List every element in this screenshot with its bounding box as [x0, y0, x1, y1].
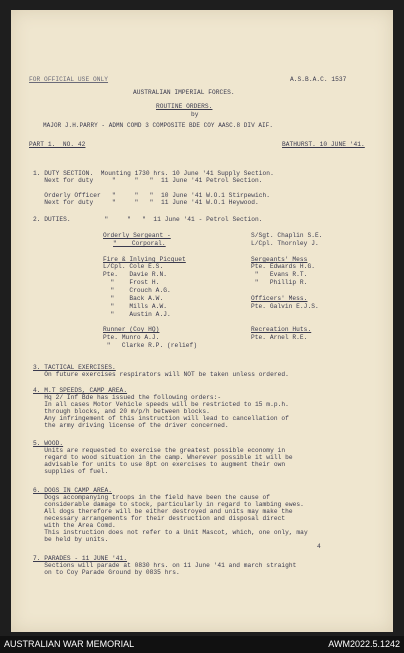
- orderly-next-line: Next for duty " " " 11 June '41 W.O.1 Heywood.: [33, 199, 259, 206]
- picquet-member: " Austin A.J.: [103, 311, 171, 318]
- wood-text: Units are requested to exercise the greatest possible economy in: [33, 447, 286, 454]
- picquet-member: " Back A.W.: [103, 295, 164, 302]
- wood-heading: 5. WOOD.: [33, 440, 64, 447]
- document-page: [11, 10, 393, 632]
- dogs-text: considerable damage to stock, particularly in regard to lambing ewes.: [33, 501, 304, 508]
- picquet-member: " Crouch A.G.: [103, 287, 171, 294]
- archive-footer: [0, 636, 404, 653]
- mt-speeds-heading: 4. M.T SPEEDS, CAMP AREA.: [33, 387, 128, 394]
- dogs-text: Dogs accompanying troops in the field have been the cause of: [33, 494, 271, 501]
- duties-line: 2. DUTIES. " " " 11 June '41 - Petrol Section.: [33, 216, 263, 223]
- dogs-text: with the Area Comd.: [33, 522, 116, 529]
- sergeants-mess-member: " Phillip R.: [251, 279, 308, 286]
- archive-name: AUSTRALIAN WAR MEMORIAL: [4, 639, 135, 649]
- dogs-text: necessary arrangements for their destruction and disposal direct: [33, 515, 286, 522]
- parades-heading: 7. PARADES - 11 JUNE '41.: [33, 555, 128, 562]
- orderly-sergeant-name: S/Sgt. Chaplin S.E.: [251, 232, 323, 239]
- part-number: PART 1. NO. 42: [29, 141, 86, 148]
- dogs-heading: 6. DOGS IN CAMP AREA.: [33, 487, 113, 494]
- picquet-member: " Frost H.: [103, 279, 160, 286]
- dogs-text: This instruction does not refer to a Unit Mascot, which, one only, may: [33, 529, 308, 536]
- mt-speeds-text: the army driving license of the driver concerned.: [33, 422, 229, 429]
- issuing-officer: MAJOR J.H.PARRY - ADMN COMD 3 COMPOSITE BDE COY AASC.8 DIV AIF.: [43, 122, 273, 129]
- sergeants-mess-member: Pte. Edwards H.G.: [251, 263, 315, 270]
- mt-speeds-text: Any infringement of this instruction will lead to cancellation of: [33, 415, 289, 422]
- runner-member: " Clarke R.P. (relief): [103, 342, 198, 349]
- margin-mark: 4: [317, 543, 321, 550]
- duty-section-line: 1. DUTY SECTION. Mounting 1730 hrs. 10 June '41 Supply Section.: [33, 170, 274, 177]
- orderly-corporal-name: L/Cpl. Thornley J.: [251, 240, 319, 247]
- picquet-member: L/Cpl. Cole E.S.: [103, 263, 164, 270]
- sergeants-mess-member: " Evans R.T.: [251, 271, 308, 278]
- dogs-text: be held by units.: [33, 536, 109, 543]
- parades-text: Sections will parade at 0830 hrs. on 11 June '41 and march straight: [33, 562, 297, 569]
- orderly-corporal-label: " Corporal.: [113, 240, 166, 247]
- sergeants-mess-heading: Sergeants' Mess: [251, 256, 308, 263]
- reference-number: A.S.B.A.C. 1537: [290, 76, 347, 83]
- duty-next-line: Next for duty " " " 11 June '41 Petrol Section.: [33, 177, 263, 184]
- officers-mess-heading: Officers' Mess.: [251, 295, 308, 302]
- parades-text: on to Coy Parade Ground by 0835 hrs.: [33, 569, 180, 576]
- wood-text: regard to wood situation in the camp. Wherever possible it will be: [33, 454, 293, 461]
- picquet-member: " Mills A.W.: [103, 303, 167, 310]
- place-date: BATHURST. 10 JUNE '41.: [282, 141, 365, 148]
- runner-member: Pte. Munro A.J.: [103, 334, 160, 341]
- mt-speeds-text: In all cases Motor Vehicle speeds will be restricted to 15 m.p.h.: [33, 401, 289, 408]
- runner-heading: Runner (Coy HQ): [103, 326, 160, 333]
- force-heading: AUSTRALIAN IMPERIAL FORCES.: [133, 89, 235, 96]
- picquet-member: Pte. Davie R.N.: [103, 271, 167, 278]
- tactical-exercises-heading: 3. TACTICAL EXERCISES.: [33, 364, 116, 371]
- recreation-huts-member: Pte. Arnel R.E.: [251, 334, 308, 341]
- recreation-huts-heading: Recreation Huts.: [251, 326, 312, 333]
- archive-reference: AWM2022.5.1242: [328, 639, 400, 649]
- by-line: by: [191, 111, 199, 118]
- orders-title: ROUTINE ORDERS.: [156, 103, 213, 110]
- orderly-officer-line: Orderly Officer " " " 10 June '41 W.O.1 Stirpewich.: [33, 192, 271, 199]
- official-use-label: FOR OFFICIAL USE ONLY: [29, 76, 109, 83]
- orderly-sergeant-label: Orderly Sergeant -: [103, 232, 171, 239]
- wood-text: advisable for units to use 8pt on exercises to augment their own: [33, 461, 286, 468]
- wood-text: supplies of fuel.: [33, 468, 109, 475]
- officers-mess-member: Pte. Galvin E.J.S.: [251, 303, 319, 310]
- dogs-text: All dogs therefore will be either destroyed and units may make the: [33, 508, 293, 515]
- tactical-exercises-text: On future exercises respirators will NOT be taken unless ordered.: [33, 371, 289, 378]
- picquet-heading: Fire & Inlying Picquet: [103, 256, 186, 263]
- mt-speeds-text: Hq 2/ Inf Bde has issued the following orders:-: [33, 394, 222, 401]
- mt-speeds-text: through blocks, and 20 m/p/h between blocks.: [33, 408, 210, 415]
